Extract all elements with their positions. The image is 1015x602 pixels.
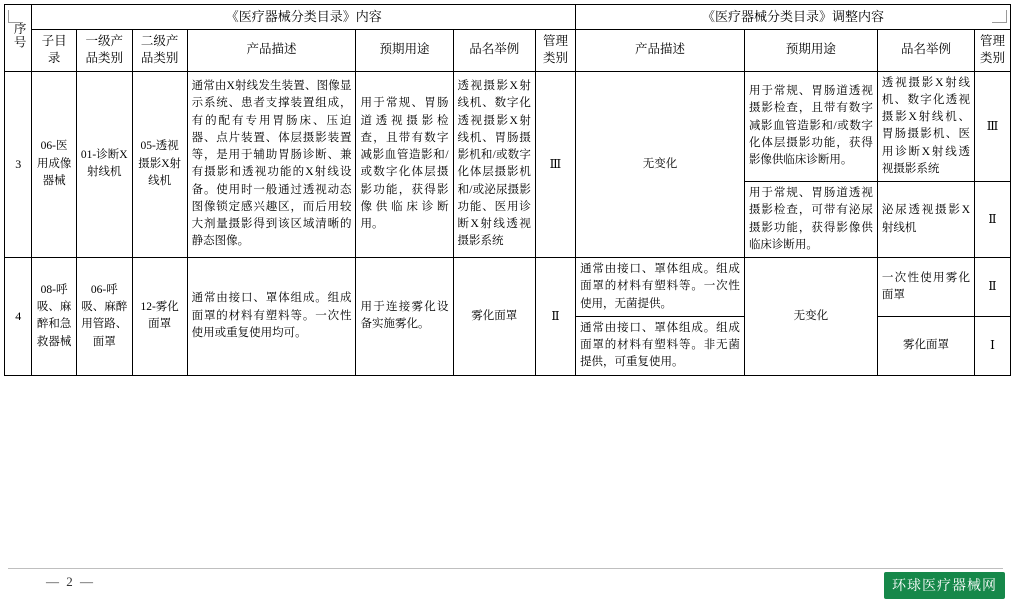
cell-class-new: Ⅱ bbox=[975, 258, 1011, 317]
cell-seq: 3 bbox=[5, 71, 32, 258]
cell-examples-new: 一次性使用雾化面罩 bbox=[877, 258, 974, 317]
group-header-adjusted: 《医疗器械分类目录》调整内容 bbox=[576, 5, 1011, 30]
cell-level2: 12-雾化面罩 bbox=[132, 258, 187, 376]
table-column-header-row bbox=[5, 29, 1011, 71]
column-header-intended-new: 预期用途 bbox=[744, 29, 877, 71]
cell-examples-old: 雾化面罩 bbox=[453, 258, 535, 376]
page-corner-mark-right bbox=[992, 10, 1007, 23]
column-header-level2: 二级产品类别 bbox=[132, 29, 187, 71]
column-header-class-new: 管理类别 bbox=[975, 29, 1011, 71]
column-header-intended-old: 预期用途 bbox=[356, 29, 453, 71]
column-header-desc-old: 产品描述 bbox=[187, 29, 356, 71]
cell-desc-old: 通常由X射线发生装置、图像显示系统、患者支撑装置组成，有的配有专用胃肠床、压迫器、点片装置、体层摄影装置等，是用于辅助胃肠诊断、兼有摄影和透视功能的X射线设备。使用时一般通过透视动态图像锁定感兴趣区，而后用较大剂量摄影得到该区域清晰的静态图像。 bbox=[187, 71, 356, 258]
column-header-sub-catalog: 子目录 bbox=[32, 29, 76, 71]
cell-class-new: Ⅲ bbox=[975, 71, 1011, 182]
column-header-desc-new: 产品描述 bbox=[576, 29, 745, 71]
cell-class-new: Ⅱ bbox=[975, 182, 1011, 258]
cell-intended-new: 用于常规、胃肠道透视摄影检查，可带有泌尿摄影功能，获得影像供临床诊断用。 bbox=[744, 182, 877, 258]
cell-level2: 05-透视摄影X射线机 bbox=[132, 71, 187, 258]
footer-divider bbox=[8, 568, 1003, 569]
page-number: — 2 — bbox=[46, 574, 95, 589]
cell-level1: 06-呼吸、麻醉用管路、面罩 bbox=[76, 258, 132, 376]
cell-intended-new: 用于常规、胃肠道透视摄影检查，且带有数字减影血管造影和/或数字化体层摄影功能，获得影像供临床诊断用。 bbox=[744, 71, 877, 182]
column-header-level1: 一级产品类别 bbox=[76, 29, 132, 71]
page-corner-mark-left bbox=[8, 10, 23, 23]
cell-class-new: Ⅰ bbox=[975, 316, 1011, 375]
cell-desc-new: 通常由接口、罩体组成。组成面罩的材料有塑料等。一次性使用，无菌提供。 bbox=[576, 258, 745, 317]
group-header-original: 《医疗器械分类目录》内容 bbox=[32, 5, 576, 30]
cell-seq: 4 bbox=[5, 258, 32, 376]
cell-sub-catalog: 06-医用成像器械 bbox=[32, 71, 76, 258]
cell-examples-new: 雾化面罩 bbox=[877, 316, 974, 375]
cell-intended-old: 用于常规、胃肠道透视摄影检查，且带有数字减影血管造影和/或数字化体层摄影功能，获得影像供临床诊断用。 bbox=[356, 71, 453, 258]
column-header-seq: 序号 bbox=[5, 5, 32, 72]
cell-examples-new: 透视摄影X射线机、数字化透视摄影X射线机、胃肠摄影机、医用诊断X射线透视摄影系统 bbox=[877, 71, 974, 182]
device-classification-table bbox=[4, 4, 1011, 376]
cell-sub-catalog: 08-呼吸、麻醉和急救器械 bbox=[32, 258, 76, 376]
cell-examples-new: 泌尿透视摄影X射线机 bbox=[877, 182, 974, 258]
cell-desc-new: 无变化 bbox=[576, 71, 745, 258]
cell-class-old: Ⅱ bbox=[535, 258, 575, 376]
cell-class-old: Ⅲ bbox=[535, 71, 575, 258]
column-header-examples-old: 品名举例 bbox=[453, 29, 535, 71]
cell-intended-old: 用于连接雾化设备实施雾化。 bbox=[356, 258, 453, 376]
cell-desc-new: 通常由接口、罩体组成。组成面罩的材料有塑料等。非无菌提供，可重复使用。 bbox=[576, 316, 745, 375]
cell-desc-old: 通常由接口、罩体组成。组成面罩的材料有塑料等。一次性使用或重复使用均可。 bbox=[187, 258, 356, 376]
document-page bbox=[0, 4, 1015, 602]
cell-intended-new: 无变化 bbox=[744, 258, 877, 376]
page-footer bbox=[0, 566, 1015, 602]
column-header-examples-new: 品名举例 bbox=[877, 29, 974, 71]
table-group-header-row bbox=[5, 5, 1011, 30]
table-row bbox=[5, 258, 1011, 317]
cell-examples-old: 透视摄影X射线机、数字化透视摄影X射线机、胃肠摄影机和/或数字化体层摄影机和/或泌尿摄影功能、医用诊断X射线透视摄影系统 bbox=[453, 71, 535, 258]
cell-level1: 01-诊断X射线机 bbox=[76, 71, 132, 258]
column-header-class-old: 管理类别 bbox=[535, 29, 575, 71]
site-watermark: 环球医疗器械网 bbox=[884, 572, 1005, 599]
table-row bbox=[5, 71, 1011, 182]
